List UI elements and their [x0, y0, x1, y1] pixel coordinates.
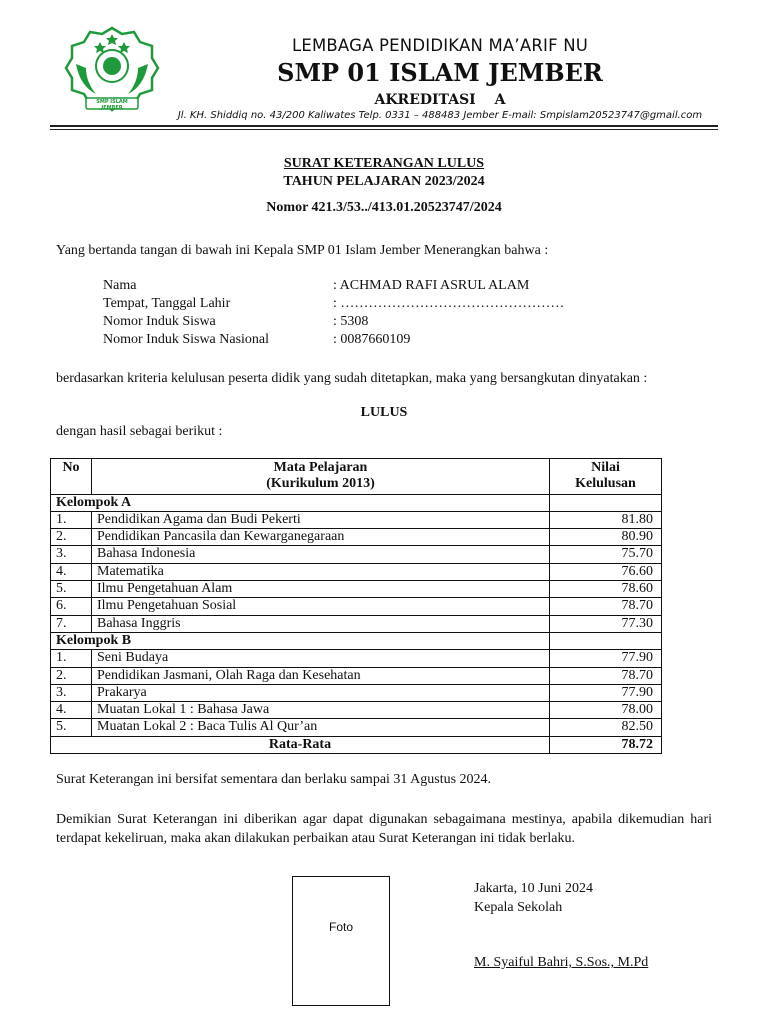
- table-row: [51, 684, 662, 701]
- header-subject-line1: Mata Pelajaran: [273, 460, 368, 475]
- row-subject: Pendidikan Pancasila dan Kewarganegaraan: [92, 529, 550, 546]
- row-subject: Bahasa Inggris: [92, 615, 550, 632]
- identity-label-name: Nama: [103, 278, 137, 293]
- table-row: [51, 667, 662, 684]
- row-score: 78.70: [550, 667, 662, 684]
- signature-place-date: Jakarta, 10 Juni 2024: [474, 881, 593, 896]
- signature-name: M. Syaiful Bahri, S.Sos., M.Pd: [474, 955, 649, 970]
- row-score: 76.60: [550, 563, 662, 580]
- school-logo: [62, 24, 162, 118]
- row-subject: Matematika: [92, 563, 550, 580]
- document-number: Nomor 421.3/53../413.01.20523747/2024: [266, 200, 502, 215]
- row-subject: Pendidikan Jasmani, Olah Raga dan Kesehatan: [92, 667, 550, 684]
- row-no: 1.: [51, 511, 92, 528]
- identity-value-birth: : …………………………………………: [333, 296, 565, 311]
- row-subject: Prakarya: [92, 684, 550, 701]
- row-no: 2.: [51, 529, 92, 546]
- school-address: Jl. KH. Shiddiq no. 43/200 Kaliwates Telp. 0331 – 488483 Jember E-mail: Smpislam20523747@gmail.com: [177, 110, 703, 121]
- group-row: [51, 632, 662, 649]
- row-subject: Seni Budaya: [92, 650, 550, 667]
- row-subject: Pendidikan Agama dan Budi Pekerti: [92, 511, 550, 528]
- result-status: LULUS: [360, 405, 408, 420]
- identity-label-nis: Nomor Induk Siswa: [103, 314, 216, 329]
- row-subject: Muatan Lokal 1 : Bahasa Jawa: [92, 702, 550, 719]
- header-subject: [92, 459, 550, 495]
- accreditation: AKREDITASI A: [374, 92, 506, 108]
- row-no: 5.: [51, 581, 92, 598]
- table-row: [51, 546, 662, 563]
- school-name: SMP 01 ISLAM JEMBER: [277, 58, 603, 87]
- table-row: [51, 719, 662, 736]
- validity-note: Surat Keterangan ini bersifat sementara dan berlaku sampai 31 Agustus 2024.: [56, 772, 492, 787]
- table-row: [51, 650, 662, 667]
- header-score: [550, 459, 662, 495]
- identity-label-nisn: Nomor Induk Siswa Nasional: [103, 332, 270, 347]
- row-no: 5.: [51, 719, 92, 736]
- row-score: 77.90: [550, 650, 662, 667]
- row-no: 4.: [51, 563, 92, 580]
- table-row: [51, 563, 662, 580]
- logo-text: SMP ISLAM JEMBER: [96, 99, 128, 111]
- signature-role: Kepala Sekolah: [474, 900, 563, 915]
- identity-value-nisn: : 0087660109: [333, 332, 411, 347]
- row-score: 82.50: [550, 719, 662, 736]
- row-score: 78.70: [550, 598, 662, 615]
- row-score: 75.70: [550, 546, 662, 563]
- group-b-label: Kelompok B: [51, 632, 550, 649]
- row-subject: Bahasa Indonesia: [92, 546, 550, 563]
- photo-label: Foto: [328, 920, 353, 934]
- table-row: [51, 581, 662, 598]
- row-no: 1.: [51, 650, 92, 667]
- average-row: [51, 736, 662, 753]
- grades-table: [50, 458, 662, 754]
- header-rule-thin: [50, 129, 718, 130]
- identity-value-nis: : 5308: [333, 314, 369, 329]
- row-no: 7.: [51, 615, 92, 632]
- basis-text: berdasarkan kriteria kelulusan peserta didik yang sudah ditetapkan, maka yang bersangkutan dinyatakan :: [56, 371, 648, 386]
- identity-label-birth: Tempat, Tanggal Lahir: [103, 296, 231, 311]
- table-header-row: [51, 459, 662, 495]
- table-row: [51, 702, 662, 719]
- group-a-label: Kelompok A: [51, 494, 550, 511]
- results-intro: dengan hasil sebagai berikut :: [56, 424, 223, 439]
- table-row: [51, 511, 662, 528]
- row-score: 78.00: [550, 702, 662, 719]
- row-score: 80.90: [550, 529, 662, 546]
- header-rule-thick: [50, 125, 718, 127]
- row-score: 77.30: [550, 615, 662, 632]
- organization-name: LEMBAGA PENDIDIKAN MA’ARIF NU: [291, 36, 589, 55]
- row-score: 81.80: [550, 511, 662, 528]
- row-subject: Ilmu Pengetahuan Sosial: [92, 598, 550, 615]
- intro-text: Yang bertanda tangan di bawah ini Kepala SMP 01 Islam Jember Menerangkan bahwa :: [56, 243, 549, 258]
- row-score: 78.60: [550, 581, 662, 598]
- photo-box: [292, 876, 390, 1006]
- row-no: 6.: [51, 598, 92, 615]
- closing-paragraph: Demikian Surat Keterangan ini diberikan agar dapat digunakan sebagaimana mestinya, apabila dikemudian hari terdapat kekeliruan, maka akan dilakukan perbaikan atau Surat Keterangan ini tidak berlaku.: [56, 812, 712, 846]
- row-subject: Muatan Lokal 2 : Baca Tulis Al Qur’an: [92, 719, 550, 736]
- header-score-line1: Nilai: [591, 460, 620, 475]
- row-no: 2.: [51, 667, 92, 684]
- row-no: 3.: [51, 684, 92, 701]
- average-value: 78.72: [550, 736, 662, 753]
- academic-year: TAHUN PELAJARAN 2023/2024: [283, 174, 485, 189]
- group-row: [51, 494, 662, 511]
- header-score-line2: Kelulusan: [575, 476, 636, 492]
- table-row: [51, 529, 662, 546]
- row-score: 77.90: [550, 684, 662, 701]
- table-row: [51, 598, 662, 615]
- header-subject-line2: (Kurikulum 2013): [266, 476, 375, 492]
- row-no: 3.: [51, 546, 92, 563]
- row-no: 4.: [51, 702, 92, 719]
- row-subject: Ilmu Pengetahuan Alam: [92, 581, 550, 598]
- document-title: SURAT KETERANGAN LULUS: [283, 156, 485, 171]
- identity-value-name: : ACHMAD RAFI ASRUL ALAM: [333, 278, 530, 293]
- average-label: Rata-Rata: [51, 736, 550, 753]
- header-no: No: [51, 459, 92, 495]
- table-row: [51, 615, 662, 632]
